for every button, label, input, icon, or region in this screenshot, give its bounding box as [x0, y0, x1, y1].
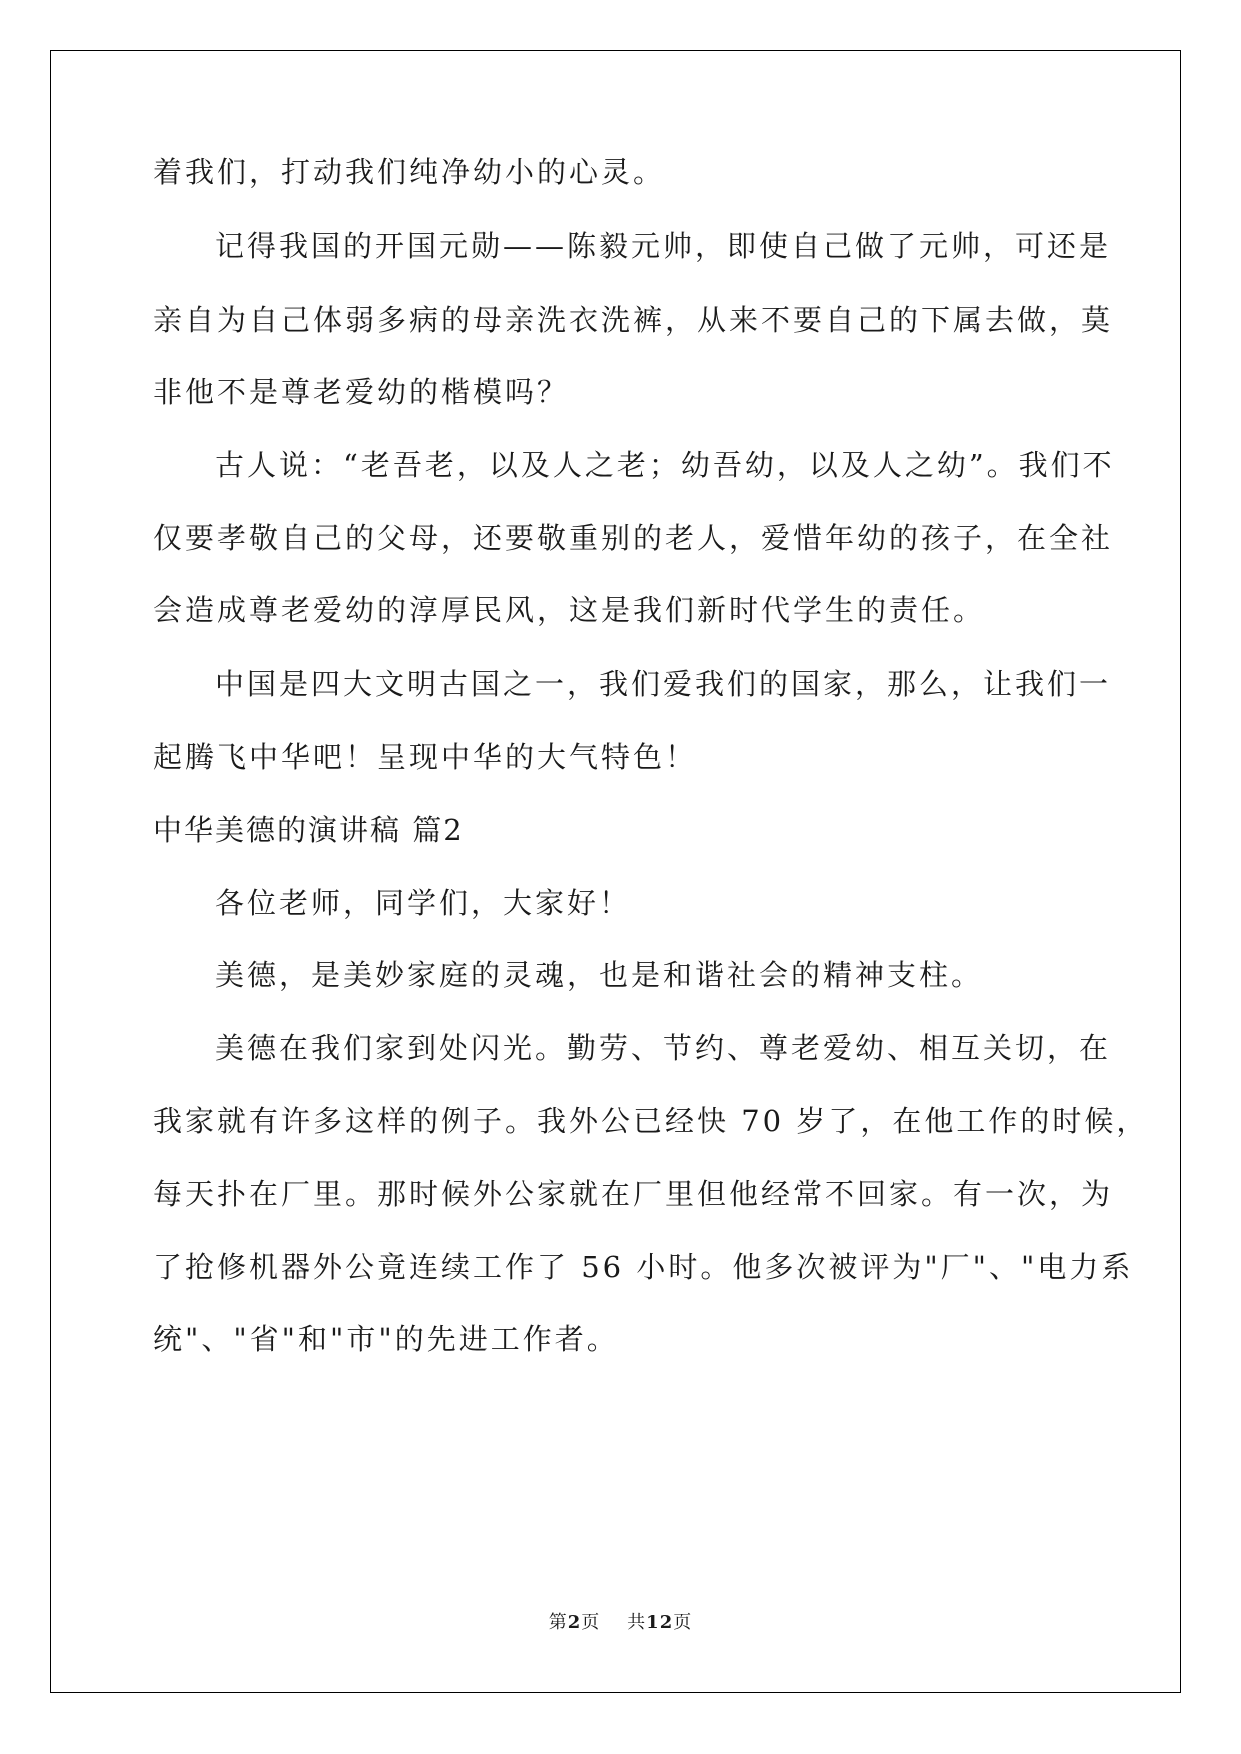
page-suffix: 页: [581, 1612, 601, 1633]
paragraph-start-line: 中国是四大文明古国之一，我们爱我们的国家，那么，让我们一: [215, 667, 1112, 701]
body-text-line: 非他不是尊老爱幼的楷模吗？: [153, 375, 570, 409]
page-prefix: 第: [548, 1612, 568, 1633]
total-suffix: 页: [673, 1612, 693, 1633]
body-text-line: 每天扑在厂里。那时候外公家就在厂里但他经常不回家。有一次，为: [153, 1177, 1114, 1211]
body-text-line: 仅要孝敬自己的父母，还要敬重别的老人，爱惜年幼的孩子，在全社: [153, 521, 1114, 555]
paragraph-start-line: 古人说：“老吾老，以及人之老；幼吾幼，以及人之幼”。我们不: [215, 448, 1115, 482]
paragraph-start-line: 各位老师，同学们，大家好！: [215, 886, 632, 920]
body-text-line: 了抢修机器外公竟连续工作了 56 小时。他多次被评为"厂"、"电力系: [153, 1250, 1134, 1284]
body-text-line: 着我们，打动我们纯净幼小的心灵。: [153, 155, 666, 189]
page-footer: [0, 1611, 1241, 1635]
body-text-line: 起腾飞中华吧！呈现中华的大气特色！: [153, 740, 698, 774]
paragraph-start-line: 记得我国的开国元勋——陈毅元帅，即使自己做了元帅，可还是: [215, 229, 1112, 263]
section-heading: 中华美德的演讲稿 篇2: [153, 813, 464, 847]
page-border: [50, 50, 1181, 1693]
body-text-line: 统"、"省"和"市"的先进工作者。: [153, 1322, 619, 1356]
paragraph-start-line: 美德在我们家到处闪光。勤劳、节约、尊老爱幼、相互关切，在: [215, 1031, 1112, 1065]
body-text-line: 我家就有许多这样的例子。我外公已经快 70 岁了，在他工作的时候，: [153, 1104, 1149, 1138]
page-total: 12: [646, 1612, 674, 1633]
page-current: 2: [567, 1612, 582, 1633]
body-text-line: 亲自为自己体弱多病的母亲洗衣洗裤，从来不要自己的下属去做，莫: [153, 303, 1114, 337]
paragraph-start-line: 美德，是美妙家庭的灵魂，也是和谐社会的精神支柱。: [215, 958, 984, 992]
total-prefix: 共: [627, 1612, 647, 1633]
body-text-line: 会造成尊老爱幼的淳厚民风，这是我们新时代学生的责任。: [153, 593, 986, 627]
